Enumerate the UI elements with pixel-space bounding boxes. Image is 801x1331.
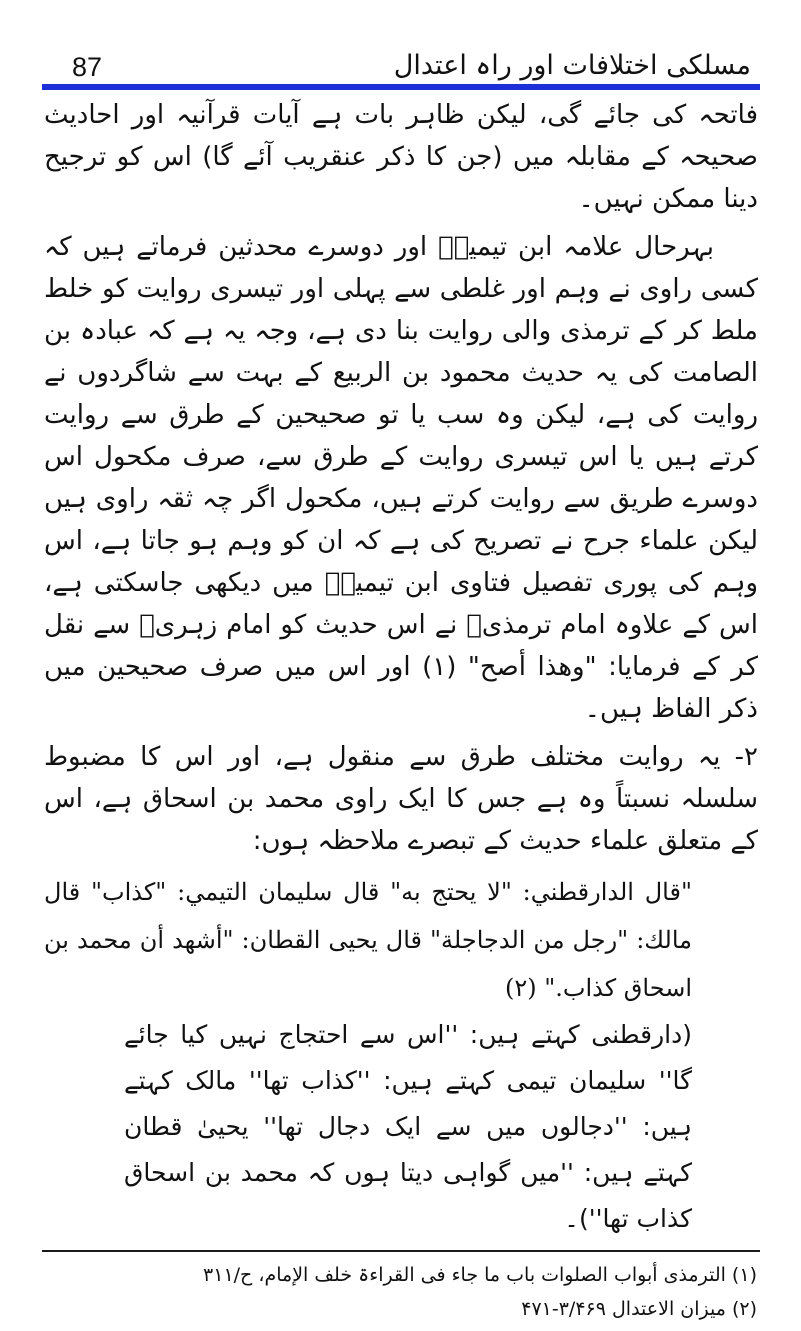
urdu-translation: (دارقطنی کہتے ہیں: ''اس سے احتجاج نہیں کیا جائے گا'' سلیمان تیمی کہتے ہیں: ''کذاب تھا'' مالک کہتے ہیں: ''دجالوں میں سے ایک دجال تھا'' یحییٰ قطان کہتے ہیں: ''میں گواہی دیتا ہوں کہ محمد بن اسحاق کذاب تھا'')۔ <box>124 1020 692 1233</box>
paragraph-tirmidhi-narration: بہرحال علامہ ابن تیمیہؒ اور دوسرے محدثین فرماتے ہیں کہ کسی راوی نے وہم اور غلطی سے پہلی اور تیسری روایت کو خلط ملط کر کے ترمذی والی روایت بنا دی ہے، وجہ یہ ہے کہ عبادہ بن الصامت کی یہ حدیث محمود بن الربیع کے بہت سے شاگردوں نے روایت کی ہے، لیکن وہ سب یا تو صحیحین کے طرق سے روایت کرتے ہیں یا اس تیسری روایت کے طرق سے، صرف مکحول اس دوسرے طریق سے روایت کرتے ہیں، مکحول اگر چہ ثقہ راوی ہیں لیکن علماء جرح نے تصریح کی ہے کہ ان کو وہم ہو جاتا ہے، اس وہم کی پوری تفصیل فتاوی ابن تیمیہؒ میں دیکھی جاسکتی ہے، اس کے علاوہ امام ترمذیؒ نے اس حدیث کو امام زہریؒ سے نقل کر کے فرمایا: "وھذا أصح" (۱) اور اس میں صرف صحیحین میں ذکر الفاظ ہیں۔ <box>44 232 758 724</box>
header-divider <box>42 84 760 90</box>
footnote-2: (۲) میزان الاعتدال ۳/۴۶۹-۴۷۱ <box>521 1298 757 1320</box>
footnotes <box>43 1258 757 1326</box>
footnote-divider <box>42 1250 760 1252</box>
page-number: 87 <box>72 52 103 82</box>
arabic-quotation: "قال الدارقطني: "لا يحتج به" قال سليمان التيمي: "كذاب" قال مالك: "رجل من الدجاجلة" قال يحيى القطان: "أشهد أن محمد بن اسحاق كذاب." (۲) <box>44 878 692 1002</box>
paragraph-second-point: ۲- یہ روایت مختلف طرق سے منقول ہے، اور اس کا مضبوط سلسلہ نسبتاً وہ ہے جس کا ایک راوی محمد بن اسحاق ہے، اس کے متعلق علماء حدیث کے تبصرے ملاحظہ ہوں: <box>44 742 758 856</box>
paragraph-continuation: فاتحہ کی جائے گی، لیکن ظاہر بات ہے آیات قرآنیہ اور احادیث صحیحہ کے مقابلہ میں (جن کا ذکر عنقریب آئے گا) اس کو ترجیح دینا ممکن نہیں۔ <box>44 100 758 214</box>
footnote-1: (۱) الترمذی أبواب الصلوات باب ما جاء فی القراءۃ خلف الإمام، ح/۳۱۱ <box>203 1264 757 1286</box>
page-body <box>44 94 758 1242</box>
running-title: مسلکی اختلافات اور راہ اعتدال <box>393 50 751 81</box>
